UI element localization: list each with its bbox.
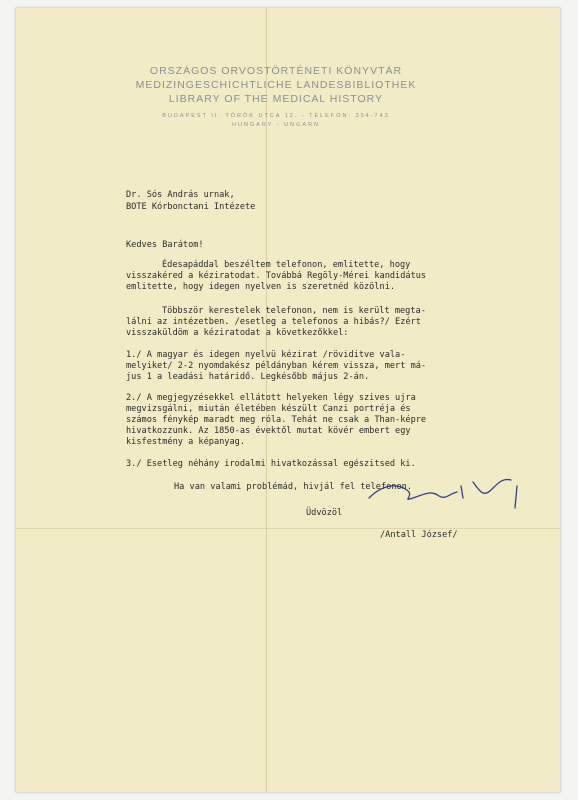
letterhead <box>126 64 426 130</box>
letterhead-line-de: MEDIZINGESCHICHTLICHE LANDESBIBLIOTHEK <box>135 79 417 91</box>
letterhead-country: HUNGARY - UNGARN <box>231 122 321 128</box>
letterhead-line-hu: ORSZÁGOS ORVOSTÖRTÉNETI KÖNYVTÁR <box>149 65 403 77</box>
item-1-line-3: jus 1 a leadási határidő. Legkésőbb május 2-án. <box>126 372 370 382</box>
paragraph-1-line-3: emlitette, hogy idegen nyelven is szeretnéd közölni. <box>126 282 396 292</box>
recipient-line-2: BOTE Kórbonctani Intézete <box>126 202 256 212</box>
letterhead-line-en: LIBRARY OF THE MEDICAL HISTORY <box>168 93 384 105</box>
closing-note: Ha van valami problémád, hivjál fel telefonon. <box>174 482 412 492</box>
paragraph-1-line-1: Édesapáddal beszéltem telefonon, emlitette, hogy <box>162 260 411 270</box>
letter-paper <box>16 8 560 792</box>
item-2-line-2: megvizsgálni, miután életében készült Canzi portréja és <box>126 404 411 414</box>
item-3: 3./ Esetleg néhány irodalmi hivatkozással egészitsed ki. <box>126 459 416 469</box>
fold-line-horizontal <box>16 528 560 529</box>
letterhead-address: BUDAPEST II. TÖRÖK UTCA 12. - TELEFON: 354-743 <box>162 113 390 119</box>
closing-greeting: Üdvözöl <box>306 508 343 518</box>
item-1-line-1: 1./ A magyar és idegen nyelvü kézirat /röviditve vala- <box>126 350 406 360</box>
signature-name: /Antall József/ <box>380 530 458 540</box>
recipient-line-1: Dr. Sós András urnak, <box>126 190 235 200</box>
item-1-line-2: melyiket/ 2-2 nyomdakész példányban kérem vissza, mert má- <box>126 361 427 371</box>
item-2-line-5: kisfestmény a képanyag. <box>126 437 245 447</box>
paragraph-2-line-2: lálni az intézetben. /esetleg a telefonos a hibás?/ Ezért <box>126 317 421 327</box>
item-2-line-1: 2./ A megjegyzésekkel ellátott helyeken légy szives ujra <box>126 393 416 403</box>
paragraph-2-line-3: visszaküldöm a kéziratodat a következőkkel: <box>126 328 349 338</box>
paragraph-1-line-2: visszakéred a kéziratodat. Továbbá Regöly-Mérei kandidátus <box>126 271 427 281</box>
greeting: Kedves Barátom! <box>126 240 204 250</box>
handwritten-signature <box>361 468 541 528</box>
paragraph-2-line-1: Többször kerestelek telefonon, nem is került megta- <box>162 306 426 316</box>
item-2-line-4: hivatkozzunk. Az 1850-as évektől mutat kövér embert egy <box>126 426 411 436</box>
item-2-line-3: számos fénykép maradt meg róla. Tehát ne csak a Than-képre <box>126 415 427 425</box>
